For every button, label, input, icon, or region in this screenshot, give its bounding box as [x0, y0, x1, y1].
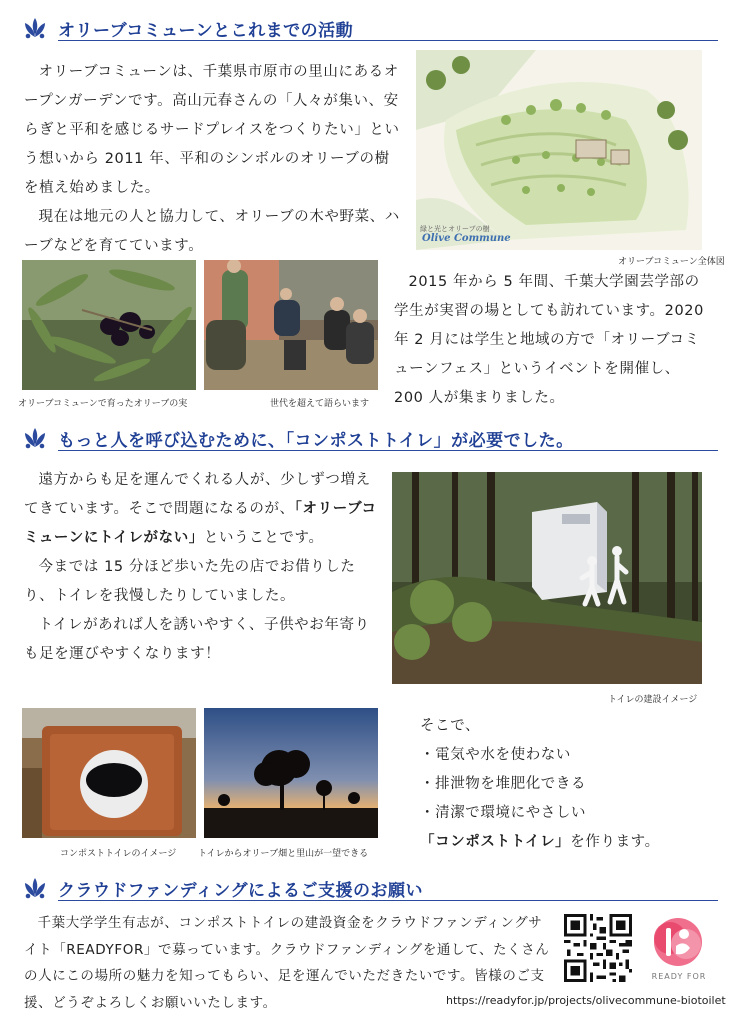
section-title: クラウドファンディングによるご支援のお願い [58, 881, 423, 901]
section-title: もっと人を呼び込むために、「コンポストトイレ」が必要でした。 [58, 431, 574, 451]
section-header-toilet-need [18, 424, 718, 454]
olive-photo-caption: オリーブコミューンで育ったオリーブの実 [18, 399, 188, 409]
intro-paragraph [24, 58, 404, 261]
toilet-image-caption: トイレの建設イメージ [608, 695, 698, 705]
evening-view-photo [204, 708, 378, 838]
olive-leaf-icon [22, 876, 48, 900]
feature-item: ・清潔で環境にやさしい [420, 805, 587, 821]
section-header-activities [18, 14, 718, 44]
toilet-construction-image [392, 472, 702, 684]
readyfor-wordmark: READY FOR [651, 972, 707, 981]
qr-code[interactable] [564, 914, 632, 982]
toilet-need-text-2: 今までは 15 分ほど歩いた先の店でお借りしたり、トイレを我慢したりしていました。 [24, 559, 356, 604]
evening-view-caption: トイレからオリーブ畑と里山が一望できる [198, 849, 369, 859]
garden-map-illustration [416, 50, 702, 250]
compost-toilet-photo [22, 708, 196, 838]
toilet-need-text-1: 遠方からも足を運んでくれる人が、少しずつ増えてきています。そこで問題になるのが、「オリーブコミューンにトイレがない」ということです。 [24, 472, 377, 546]
project-url[interactable]: https://readyfor.jp/projects/olivecommune-biotoilet [446, 994, 726, 1007]
compost-toilet-caption: コンポストトイレのイメージ [60, 849, 177, 859]
crowdfunding-paragraph: 千葉大学学生有志が、コンポストトイレの建設資金をクラウドファンディングサイト「READYFOR」で募っています。クラウドファンディングを通して、たくさんの人にこの場所の魅力を知ってもらい、足を運んでいただきたいです。皆様のご支援、どうぞよろしくお願いいたします。 [24, 915, 550, 1011]
readyfor-mark-icon [640, 914, 716, 970]
intro-text-1: オリーブコミューンは、千葉県市原市の里山にあるオープンガーデンです。高山元春さんの「人々が集い、安らぎと平和を感じるサードプレイスをつくりたい」という想いから 2011 年、平和のシンボルのオリーブの樹を植え始めました。 [24, 64, 400, 196]
intro-text-2: 現在は地元の人と協力して、オリーブの木や野菜、ハーブなどを育てています。 [24, 209, 400, 254]
olive-leaf-icon [22, 16, 48, 40]
gathering-photo-caption: 世代を超えて語らいます [270, 399, 370, 409]
feature-item: ・排泄物を堆肥化できる [420, 776, 587, 792]
toilet-need-paragraphs [24, 466, 380, 669]
so-label: そこで、 [420, 718, 481, 734]
no-toilet-emphasis: 「オリーブコミューンにトイレがない」 [24, 501, 377, 546]
map-logo: Olive Commune [422, 233, 511, 244]
olive-fruit-photo [22, 260, 196, 390]
students-paragraph: 2015 年から 5 年間、千葉大学園芸学部の学生が実習の場としても訪れています。2020 年 2 月には学生と地域の方で「オリーブコミューンフェス」というイベントを開催し、200 人が集まりました。 [394, 274, 704, 406]
section-title: オリーブコミューンとこれまでの活動 [58, 21, 354, 41]
map-handwriting: 緑と光とオリーブの樹 [420, 225, 490, 233]
section-divider [58, 40, 718, 41]
olive-leaf-icon [22, 426, 48, 450]
readyfor-logo[interactable] [640, 914, 716, 986]
section-divider [58, 900, 718, 901]
toilet-need-text-3: トイレがあれば人を誘いやすく、子供やお年寄りも足を運びやすくなります！ [24, 617, 370, 662]
map-caption: オリーブコミューン全体図 [618, 257, 725, 267]
section-header-crowdfunding [18, 874, 718, 904]
gathering-photo [204, 260, 378, 390]
compost-toilet-emphasis: 「コンポストトイレ」 [420, 834, 571, 850]
section-divider [58, 450, 718, 451]
closing-line: 「コンポストトイレ」を作ります。 [420, 834, 660, 850]
compost-features [420, 712, 710, 857]
feature-item: ・電気や水を使わない [420, 747, 571, 763]
